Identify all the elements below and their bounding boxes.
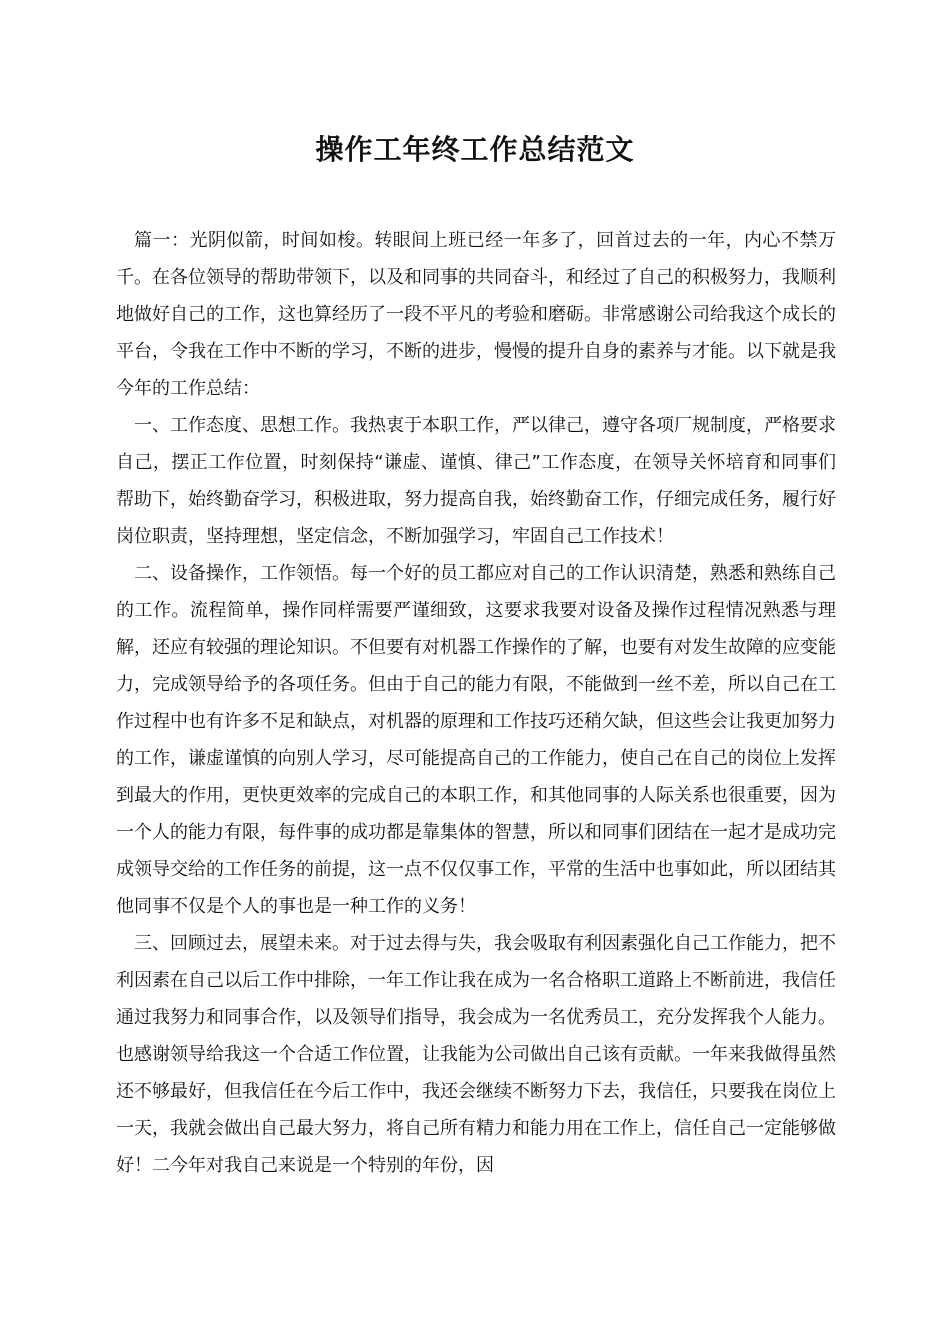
- paragraph-section-3: 三、回顾过去，展望未来。对于过去得与失，我会吸取有利因素强化自己工作能力，把不利因素在自己以后工作中排除，一年工作让我在成为一名合格职工道路上不断前进，我信任通过我努力和同事合作，以及领导们指导，我会成为一名优秀员工，充分发挥我个人能力。也感谢领导给我这一个合适工作位置，让我能为公司做出自己该有贡献。一年来我做得虽然还不够最好，但我信任在今后工作中，我还会继续不断努力下去，我信任，只要我在岗位上一天，我就会做出自己最大努力，将自己所有精力和能力用在工作上，信任自己一定能够做好！二今年对我自己来说是一个特别的年份，因: [116, 933, 836, 1176]
- paragraph-section-1: 一、工作态度、思想工作。我热衷于本职工作，严以律己，遵守各项厂规制度，严格要求自己，摆正工作位置，时刻保持“谦虚、谨慎、律己”工作态度，在领导关怀培育和同事们帮助下，始终勤奋学习，积极进取，努力提高自我，始终勤奋工作，仔细完成任务，履行好岗位职责，坚持理想，坚定信念，不断加强学习，牢固自己工作技术！: [116, 415, 836, 547]
- document-title: 操作工年终工作总结范文: [315, 133, 635, 166]
- paragraph-intro: 篇一：光阴似箭，时间如梭。转眼间上班已经一年多了，回首过去的一年，内心不禁万千。在各位领导的帮助带领下，以及和同事的共同奋斗，和经过了自己的积极努力，我顺利地做好自己的工作，这也算经历了一段不平凡的考验和磨砺。非常感谢公司给我这个成长的平台，令我在工作中不断的学习，不断的进步，慢慢的提升自身的素养与才能。以下就是我今年的工作总结：: [116, 230, 836, 399]
- document-body: [116, 222, 836, 1184]
- paragraph-section-2: 二、设备操作，工作领悟。每一个好的员工都应对自己的工作认识清楚，熟悉和熟练自己的工作。流程简单，操作同样需要严谨细致，这要求我要对设备及操作过程情况熟悉与理解，还应有较强的理论知识。不但要有对机器工作操作的了解，也要有对发生故障的应变能力，完成领导给予的各项任务。但由于自己的能力有限，不能做到一丝不差，所以自己在工作过程中也有许多不足和缺点，对机器的原理和工作技巧还稍欠缺，但这些会让我更加努力的工作，谦虚谨慎的向别人学习，尽可能提高自己的工作能力，使自己在自己的岗位上发挥到最大的作用，更快更效率的完成自己的本职工作，和其他同事的人际关系也很重要，因为一个人的能力有限，每件事的成功都是靠集体的智慧，所以和同事们团结在一起才是成功完成领导交给的工作任务的前提，这一点不仅仅事工作，平常的生活中也事如此，所以团结其他同事不仅是个人的事也是一种工作的义务！: [116, 563, 836, 917]
